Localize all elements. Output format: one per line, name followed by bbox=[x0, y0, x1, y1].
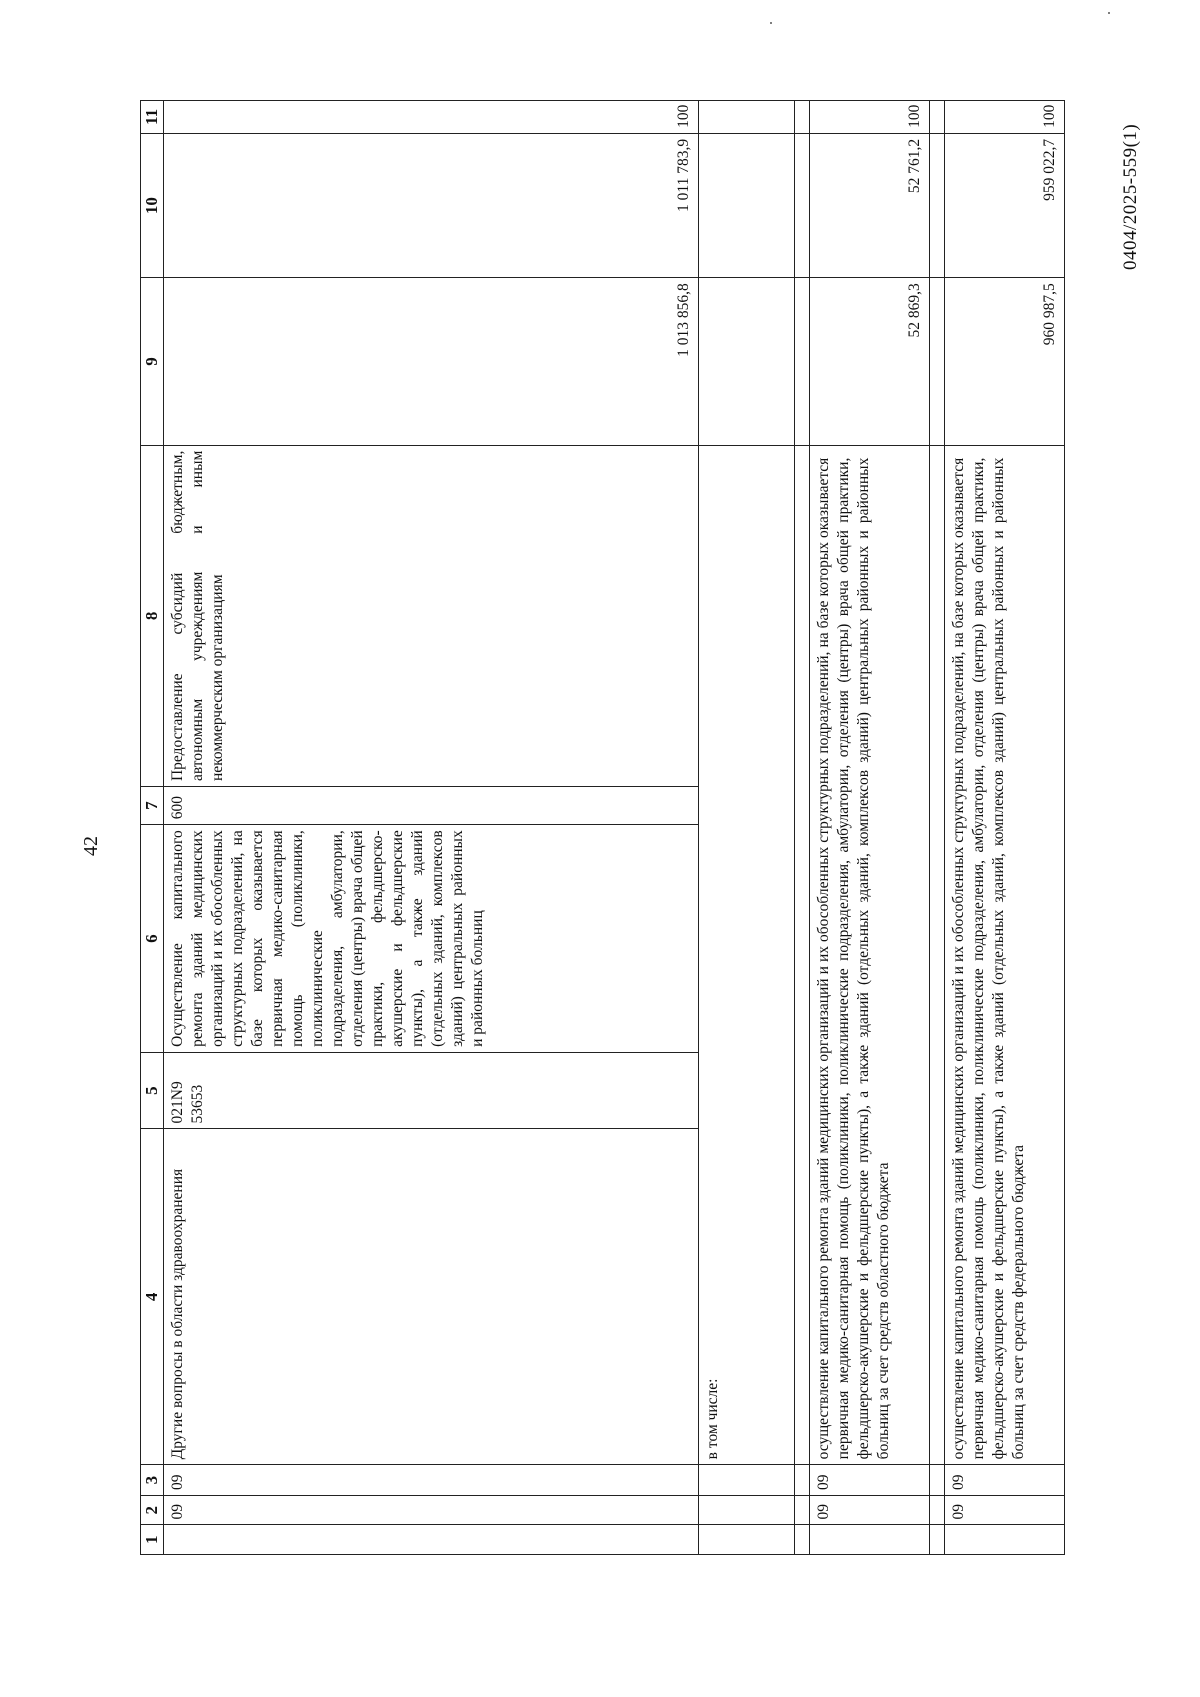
subheader-label: в том числе: bbox=[699, 445, 795, 1465]
header-col-10: 10 bbox=[141, 133, 164, 277]
table-row bbox=[810, 101, 930, 1555]
table-row-spacer bbox=[930, 101, 945, 1555]
cell-target-description: Осуществление капитального ремонта зданий медицинских организаций и их обособленных структурных подразделений, на базе которых оказывается первичная медико-санитарная помощь (поликлиники, поликлинические подразделения, амбулатории, отделения (центры) врача общей практики, фельдшерско-акушерские и фельдшерские пункты), а также зданий (отдельных зданий, комплексов зданий) центральных районных и районных больниц bbox=[164, 825, 699, 1053]
cell-amount-executed: 52 761,2 bbox=[810, 133, 930, 277]
header-col-3: 3 bbox=[141, 1465, 164, 1496]
header-row bbox=[141, 101, 164, 1555]
header-col-1: 1 bbox=[141, 1525, 164, 1555]
document-code: 0404/2025-559(1) bbox=[1120, 123, 1141, 270]
cell-subsection-name: Другие вопросы в области здравоохранения bbox=[164, 1129, 699, 1465]
cell-subsection: 09 bbox=[945, 1465, 1065, 1496]
cell-expense-type-code: 600 bbox=[164, 787, 699, 825]
cell-percent: 100 bbox=[810, 101, 930, 134]
header-col-9: 9 bbox=[141, 278, 164, 445]
table-row-main bbox=[164, 101, 699, 1555]
header-col-6: 6 bbox=[141, 825, 164, 1053]
cell-amount-planned: 960 987,5 bbox=[945, 278, 1065, 445]
cell-amount-executed: 1 011 783,9 bbox=[164, 133, 699, 277]
header-col-4: 4 bbox=[141, 1129, 164, 1465]
cell-subsection: 09 bbox=[164, 1465, 699, 1496]
header-col-2: 2 bbox=[141, 1495, 164, 1525]
scan-speck bbox=[1108, 12, 1110, 14]
table-row-spacer bbox=[795, 101, 810, 1555]
budget-table bbox=[140, 100, 1065, 1555]
cell-percent: 100 bbox=[164, 101, 699, 134]
cell-section: 09 bbox=[945, 1495, 1065, 1525]
cell-empty bbox=[699, 1495, 795, 1525]
cell-subsection: 09 bbox=[810, 1465, 930, 1496]
page-number: 42 bbox=[80, 836, 102, 856]
cell-amount-executed: 959 022,7 bbox=[945, 133, 1065, 277]
cell-amount-planned: 52 869,3 bbox=[810, 278, 930, 445]
cell-amount-planned: 1 013 856,8 bbox=[164, 278, 699, 445]
cell-empty bbox=[699, 133, 795, 277]
cell-empty bbox=[699, 1465, 795, 1496]
cell-expense-type-name: Предоставление субсидий бюджетным, автономным учреждениям и иным некоммерческим организациям bbox=[164, 445, 699, 786]
cell-description: осуществление капитального ремонта зданий медицинских организаций и их обособленных структурных подразделений, на базе которых оказывается первичная медико-санитарная помощь (поликлиники, поликлинические подразделения, амбулатории, отделения (центры) врача общей практики, фельдшерско-акушерские и фельдшерские пункты), а также зданий (отдельных зданий, комплексов зданий) центральных районных и районных больниц за счет средств федерального бюджета bbox=[945, 445, 1065, 1465]
header-col-8: 8 bbox=[141, 445, 164, 786]
cell-section: 09 bbox=[810, 1495, 930, 1525]
cell-target-code: 021N9 53653 bbox=[164, 1052, 699, 1129]
cell-col-1 bbox=[164, 1525, 699, 1555]
cell-description: осуществление капитального ремонта зданий медицинских организаций и их обособленных структурных подразделений, на базе которых оказывается первичная медико-санитарная помощь (поликлиники, поликлинические подразделения, амбулатории, отделения (центры) врача общей практики, фельдшерско-акушерские и фельдшерские пункты), а также зданий (отдельных зданий, комплексов зданий) центральных районных и районных больниц за счет средств областного бюджета bbox=[810, 445, 930, 1465]
cell-col-1 bbox=[699, 1525, 795, 1555]
table-row bbox=[945, 101, 1065, 1555]
cell-section: 09 bbox=[164, 1495, 699, 1525]
budget-table-rotated bbox=[140, 100, 1065, 1555]
cell-empty bbox=[699, 278, 795, 445]
header-col-7: 7 bbox=[141, 787, 164, 825]
cell-col-1 bbox=[945, 1525, 1065, 1555]
scan-speck bbox=[770, 22, 772, 24]
cell-col-1 bbox=[810, 1525, 930, 1555]
cell-empty bbox=[699, 101, 795, 134]
header-col-11: 11 bbox=[141, 101, 164, 134]
cell-percent: 100 bbox=[945, 101, 1065, 134]
table-row-subheader bbox=[699, 101, 795, 1555]
header-col-5: 5 bbox=[141, 1052, 164, 1129]
